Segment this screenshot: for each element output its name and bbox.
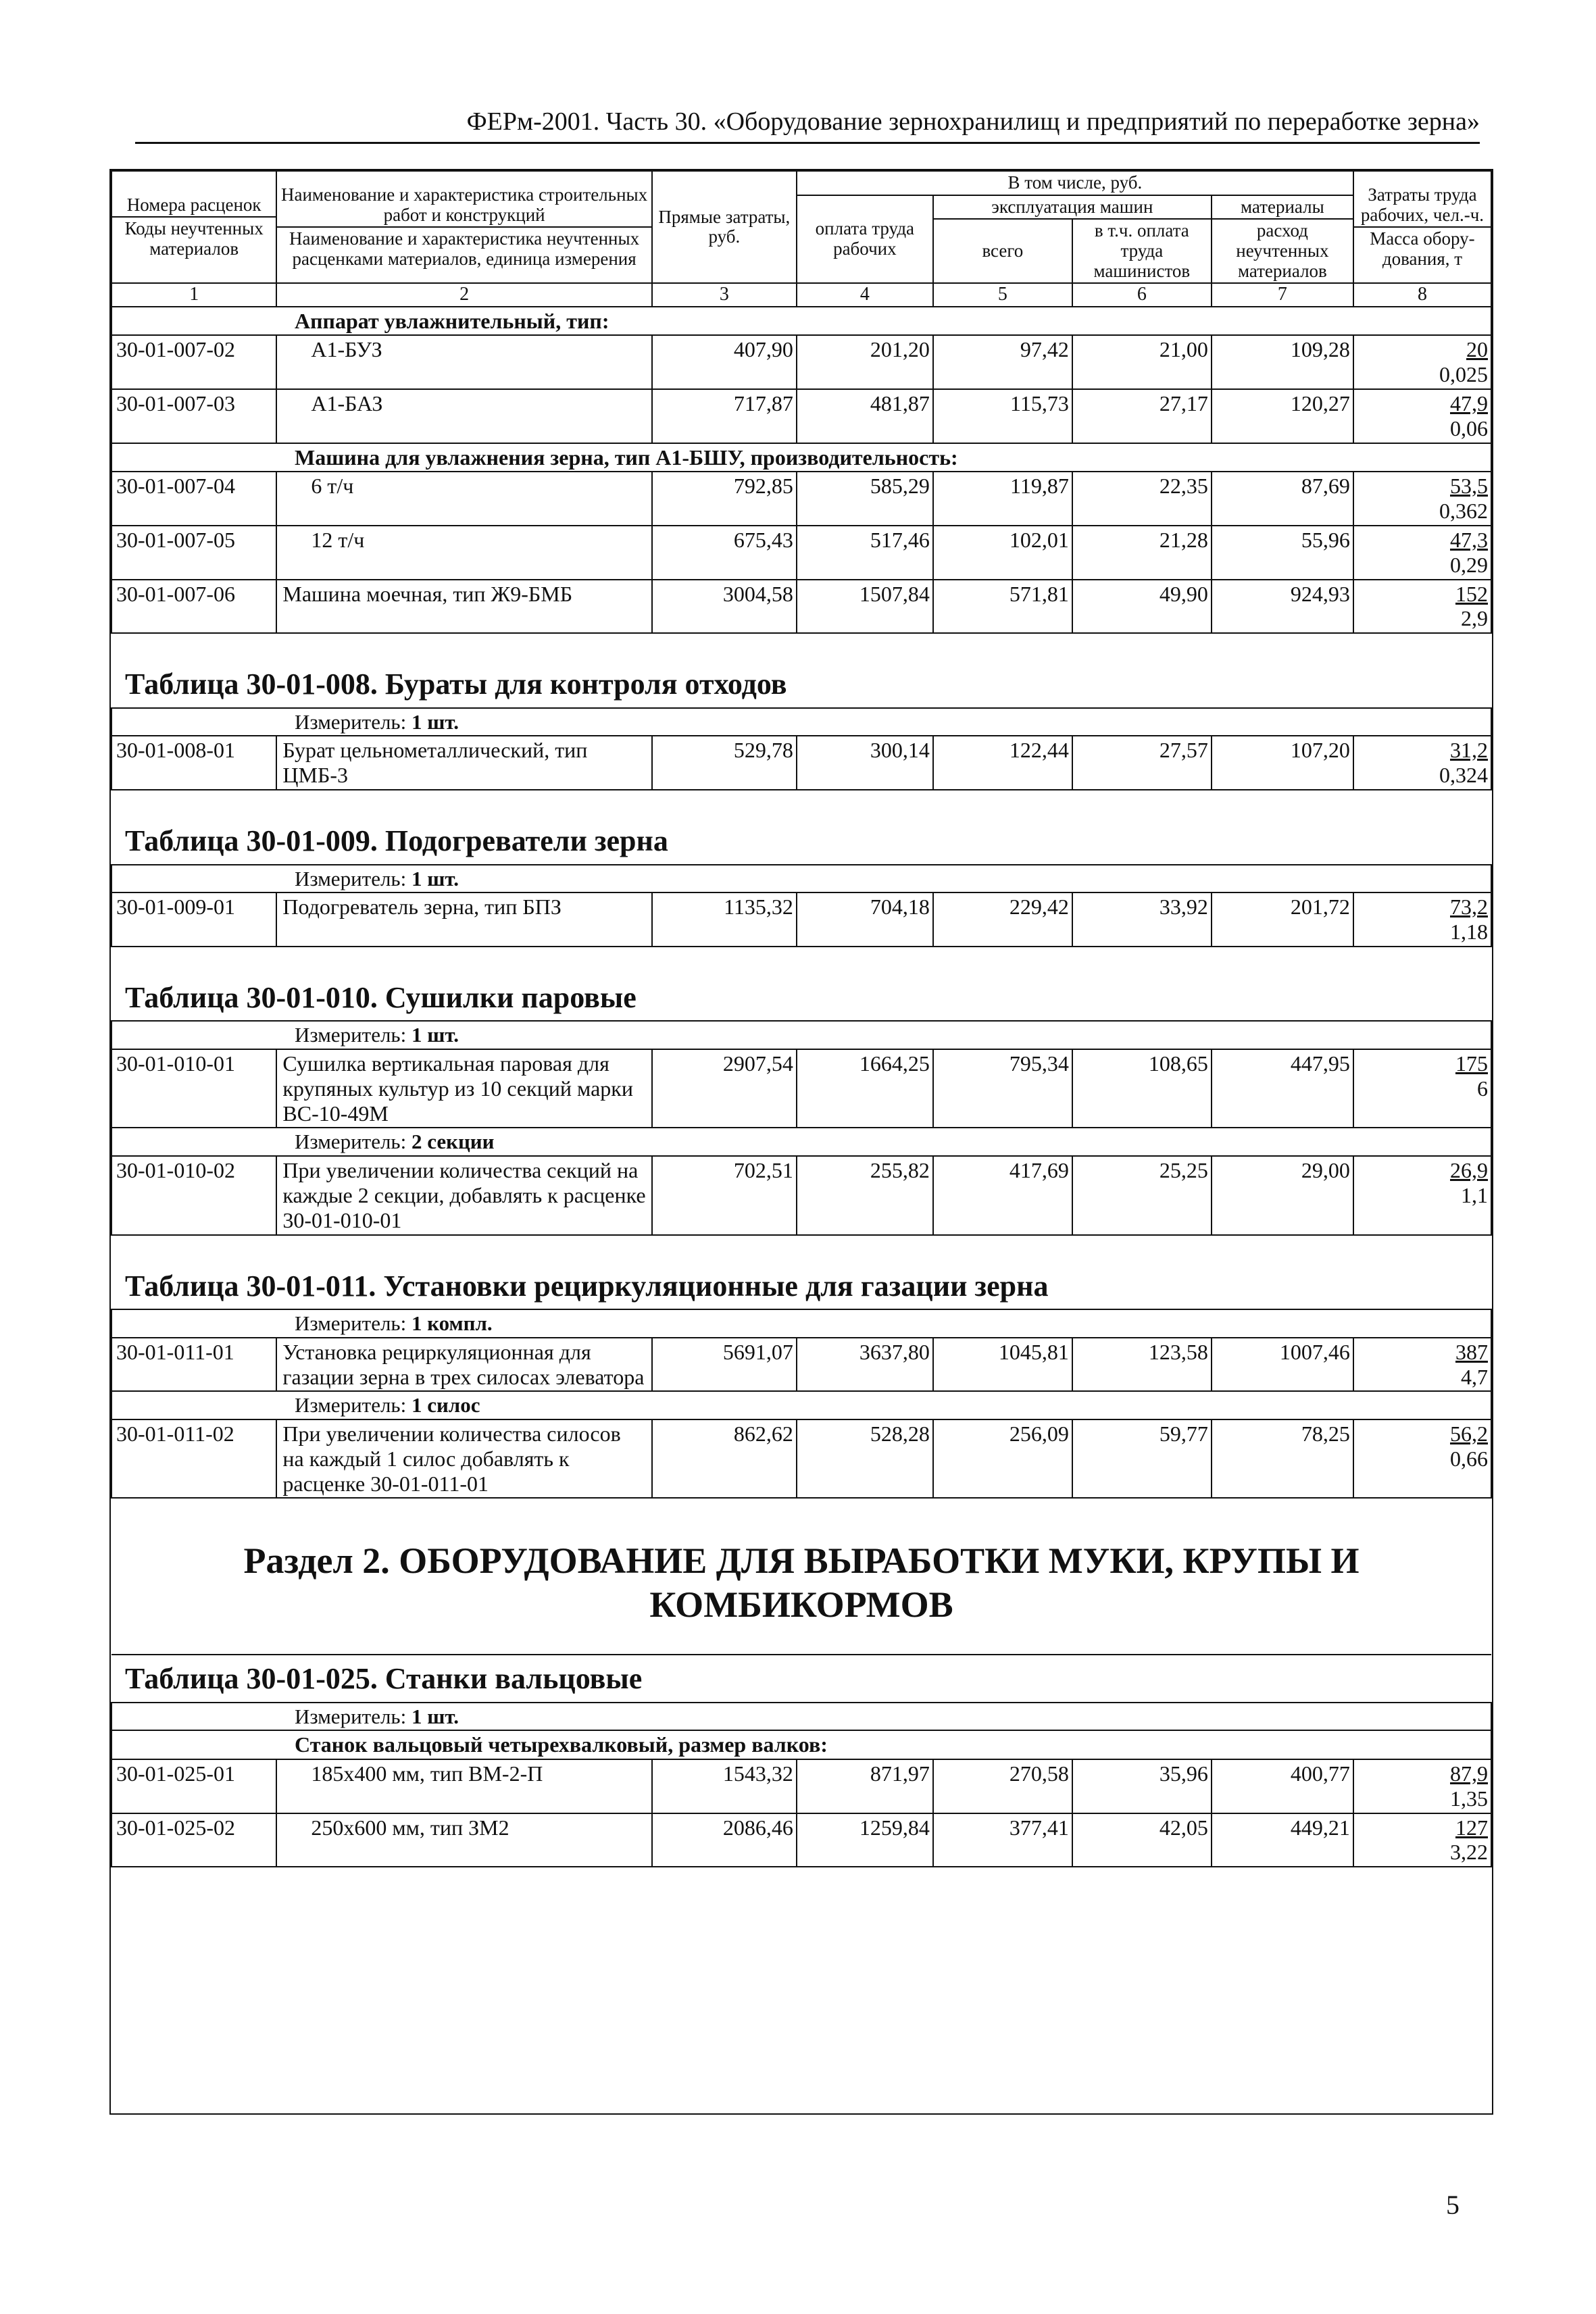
work-name: Подогреватель зерна, тип БПЗ bbox=[276, 892, 651, 947]
machinist-pay: 27,17 bbox=[1072, 389, 1212, 443]
measure-unit: Измеритель: 1 шт. bbox=[111, 1021, 1491, 1049]
rate-code: 30-01-010-01 bbox=[111, 1049, 276, 1128]
machinist-pay: 42,05 bbox=[1072, 1813, 1212, 1867]
column-number: 6 bbox=[1072, 283, 1212, 306]
column-number: 5 bbox=[933, 283, 1072, 306]
page-number: 5 bbox=[1446, 2190, 1460, 2220]
rate-code: 30-01-025-02 bbox=[111, 1813, 276, 1867]
direct-costs: 1543,32 bbox=[652, 1759, 797, 1813]
machinist-pay: 27,57 bbox=[1072, 736, 1212, 790]
direct-costs: 702,51 bbox=[652, 1156, 797, 1234]
labor-and-mass bbox=[1353, 736, 1491, 790]
work-name: Сушилка вертикальная паровая для крупяных культур из 10 секций марки ВС-10-49М bbox=[276, 1049, 651, 1128]
header-material-consumption: расход неучтенных материалов bbox=[1212, 219, 1353, 283]
group-heading-row bbox=[111, 1730, 1491, 1759]
work-name: 185х400 мм, тип ВМ-2-П bbox=[276, 1759, 651, 1813]
machines-total: 571,81 bbox=[933, 580, 1072, 634]
work-name: Установка рециркуляционная для газации зерна в трех силосах элеватора bbox=[276, 1338, 651, 1392]
rate-code: 30-01-011-01 bbox=[111, 1338, 276, 1392]
labor-hours: 127 bbox=[1455, 1815, 1488, 1840]
direct-costs: 717,87 bbox=[652, 389, 797, 443]
worker-pay: 704,18 bbox=[797, 892, 933, 947]
labor-hours: 87,9 bbox=[1450, 1761, 1488, 1786]
machines-total: 115,73 bbox=[933, 389, 1072, 443]
table-title: Таблица 30-01-025. Станки вальцовые bbox=[111, 1655, 1491, 1703]
header-rate-codes: Номера расценок Коды неучтенных материалов bbox=[111, 171, 276, 283]
header-machines-total: всего bbox=[933, 219, 1072, 283]
table-row bbox=[111, 736, 1491, 790]
machinist-pay: 33,92 bbox=[1072, 892, 1212, 947]
measure-unit: Измеритель: 2 секции bbox=[111, 1128, 1491, 1156]
header-work-name: Наименование и характеристика строительных работ и конструкций Наименование и характеристика неучтенных расценками материалов, единица измерения bbox=[276, 171, 651, 283]
rate-code: 30-01-008-01 bbox=[111, 736, 276, 790]
group-heading-row bbox=[111, 443, 1491, 472]
measure-unit: Измеритель: 1 силос bbox=[111, 1391, 1491, 1419]
equipment-mass: 1,18 bbox=[1450, 920, 1488, 945]
labor-and-mass bbox=[1353, 472, 1491, 526]
header-labor-costs: Затраты труда рабочих, чел.-ч. Масса обору-дования, т bbox=[1353, 171, 1491, 283]
measure-unit: Измеритель: 1 шт. bbox=[111, 865, 1491, 893]
work-name: При увеличении количества силосов на каждый 1 силос добавлять к расценке 30-01-011-01 bbox=[276, 1419, 651, 1498]
header-machines: эксплуатация машин bbox=[933, 195, 1212, 220]
rate-code: 30-01-009-01 bbox=[111, 892, 276, 947]
direct-costs: 5691,07 bbox=[652, 1338, 797, 1392]
direct-costs: 675,43 bbox=[652, 526, 797, 580]
machines-total: 119,87 bbox=[933, 472, 1072, 526]
worker-pay: 1259,84 bbox=[797, 1813, 933, 1867]
labor-hours: 47,3 bbox=[1450, 528, 1488, 552]
worker-pay: 481,87 bbox=[797, 389, 933, 443]
section-title: Раздел 2. ОБОРУДОВАНИЕ ДЛЯ ВЫРАБОТКИ МУКИ, КРУПЫ И КОМБИКОРМОВ bbox=[111, 1498, 1491, 1655]
worker-pay: 1507,84 bbox=[797, 580, 933, 634]
labor-hours: 152 bbox=[1455, 581, 1488, 606]
worker-pay: 871,97 bbox=[797, 1759, 933, 1813]
machines-total: 256,09 bbox=[933, 1419, 1072, 1498]
materials-cost: 924,93 bbox=[1212, 580, 1353, 634]
machines-total: 270,58 bbox=[933, 1759, 1072, 1813]
machines-total: 795,34 bbox=[933, 1049, 1072, 1128]
work-name: При увеличении количества секций на каждые 2 секции, добавлять к расценке 30-01-010-01 bbox=[276, 1156, 651, 1234]
table-row bbox=[111, 1759, 1491, 1813]
column-number: 1 bbox=[111, 283, 276, 306]
materials-cost: 109,28 bbox=[1212, 335, 1353, 389]
labor-hours: 47,9 bbox=[1450, 391, 1488, 416]
table-row bbox=[111, 1049, 1491, 1128]
labor-and-mass bbox=[1353, 1813, 1491, 1867]
direct-costs: 529,78 bbox=[652, 736, 797, 790]
measure-row bbox=[111, 1391, 1491, 1419]
column-number: 7 bbox=[1212, 283, 1353, 306]
worker-pay: 585,29 bbox=[797, 472, 933, 526]
table-row bbox=[111, 335, 1491, 389]
labor-and-mass bbox=[1353, 580, 1491, 634]
labor-hours: 20 bbox=[1466, 337, 1488, 362]
labor-and-mass bbox=[1353, 1156, 1491, 1234]
column-number: 4 bbox=[797, 283, 933, 306]
equipment-mass: 0,06 bbox=[1450, 416, 1488, 441]
table-title-row bbox=[111, 790, 1491, 865]
equipment-mass: 6 bbox=[1477, 1076, 1488, 1101]
group-heading: Станок вальцовый четырехвалковый, размер валков: bbox=[111, 1730, 1491, 1759]
section-title-row bbox=[111, 1498, 1491, 1655]
equipment-mass: 0,324 bbox=[1439, 763, 1488, 788]
machines-total: 377,41 bbox=[933, 1813, 1072, 1867]
group-heading-row bbox=[111, 307, 1491, 336]
work-name: Бурат цельнометаллический, тип ЦМБ-3 bbox=[276, 736, 651, 790]
measure-unit: Измеритель: 1 компл. bbox=[111, 1309, 1491, 1338]
rate-code: 30-01-007-02 bbox=[111, 335, 276, 389]
table-row bbox=[111, 892, 1491, 947]
table-title: Таблица 30-01-011. Установки рециркуляционные для газации зерна bbox=[111, 1235, 1491, 1310]
rate-code: 30-01-007-03 bbox=[111, 389, 276, 443]
measure-row bbox=[111, 708, 1491, 736]
measure-row bbox=[111, 1703, 1491, 1731]
table-row bbox=[111, 472, 1491, 526]
table-title: Таблица 30-01-008. Бураты для контроля отходов bbox=[111, 633, 1491, 708]
header-worker-pay: оплата труда рабочих bbox=[797, 195, 933, 284]
machines-total: 122,44 bbox=[933, 736, 1072, 790]
work-name: 12 т/ч bbox=[276, 526, 651, 580]
materials-cost: 1007,46 bbox=[1212, 1338, 1353, 1392]
equipment-mass: 0,362 bbox=[1439, 499, 1488, 524]
table-row bbox=[111, 1813, 1491, 1867]
rate-code: 30-01-007-05 bbox=[111, 526, 276, 580]
direct-costs: 2907,54 bbox=[652, 1049, 797, 1128]
equipment-mass: 3,22 bbox=[1450, 1840, 1488, 1865]
work-name: 250х600 мм, тип ЗМ2 bbox=[276, 1813, 651, 1867]
header-materials: материалы bbox=[1212, 195, 1353, 220]
materials-cost: 449,21 bbox=[1212, 1813, 1353, 1867]
machines-total: 1045,81 bbox=[933, 1338, 1072, 1392]
work-name: А1-БУЗ bbox=[276, 335, 651, 389]
labor-hours: 73,2 bbox=[1450, 895, 1488, 920]
labor-and-mass bbox=[1353, 892, 1491, 947]
table-row bbox=[111, 1338, 1491, 1392]
equipment-mass: 1,35 bbox=[1450, 1786, 1488, 1811]
worker-pay: 201,20 bbox=[797, 335, 933, 389]
column-number: 3 bbox=[652, 283, 797, 306]
table-row bbox=[111, 526, 1491, 580]
worker-pay: 1664,25 bbox=[797, 1049, 933, 1128]
measure-row bbox=[111, 1128, 1491, 1156]
equipment-mass: 4,7 bbox=[1461, 1364, 1488, 1389]
materials-cost: 55,96 bbox=[1212, 526, 1353, 580]
labor-hours: 175 bbox=[1455, 1051, 1488, 1076]
header-direct-costs: Прямые затраты, руб. bbox=[652, 171, 797, 283]
rates-document bbox=[109, 169, 1493, 2115]
measure-row bbox=[111, 1309, 1491, 1338]
column-number: 2 bbox=[276, 283, 651, 306]
materials-cost: 201,72 bbox=[1212, 892, 1353, 947]
materials-cost: 87,69 bbox=[1212, 472, 1353, 526]
direct-costs: 2086,46 bbox=[652, 1813, 797, 1867]
equipment-mass: 0,025 bbox=[1439, 362, 1488, 387]
labor-hours: 26,9 bbox=[1450, 1158, 1488, 1183]
machines-total: 97,42 bbox=[933, 335, 1072, 389]
worker-pay: 528,28 bbox=[797, 1419, 933, 1498]
equipment-mass: 1,1 bbox=[1461, 1182, 1488, 1207]
labor-and-mass bbox=[1353, 526, 1491, 580]
measure-unit: Измеритель: 1 шт. bbox=[111, 708, 1491, 736]
table-title-row bbox=[111, 633, 1491, 708]
rate-code: 30-01-007-04 bbox=[111, 472, 276, 526]
machines-total: 417,69 bbox=[933, 1156, 1072, 1234]
labor-hours: 53,5 bbox=[1450, 474, 1488, 499]
labor-hours: 387 bbox=[1455, 1339, 1488, 1364]
materials-cost: 447,95 bbox=[1212, 1049, 1353, 1128]
labor-and-mass bbox=[1353, 389, 1491, 443]
direct-costs: 862,62 bbox=[652, 1419, 797, 1498]
page-header: ФЕРм-2001. Часть 30. «Оборудование зернохранилищ и предприятий по переработке зерна» bbox=[135, 107, 1480, 144]
group-heading: Машина для увлажнения зерна, тип А1-БШУ, производительность: bbox=[111, 443, 1491, 472]
header-machinist-pay: в т.ч. оплата труда машинистов bbox=[1072, 219, 1212, 283]
rate-code: 30-01-011-02 bbox=[111, 1419, 276, 1498]
machinist-pay: 21,28 bbox=[1072, 526, 1212, 580]
work-name: Машина моечная, тип Ж9-БМБ bbox=[276, 580, 651, 634]
measure-unit: Измеритель: 1 шт. bbox=[111, 1703, 1491, 1731]
table-row bbox=[111, 389, 1491, 443]
worker-pay: 255,82 bbox=[797, 1156, 933, 1234]
labor-and-mass bbox=[1353, 1759, 1491, 1813]
table-title: Таблица 30-01-009. Подогреватели зерна bbox=[111, 790, 1491, 865]
rates-table bbox=[111, 170, 1492, 1867]
machines-total: 229,42 bbox=[933, 892, 1072, 947]
materials-cost: 78,25 bbox=[1212, 1419, 1353, 1498]
table-title-row bbox=[111, 947, 1491, 1022]
rate-code: 30-01-007-06 bbox=[111, 580, 276, 634]
worker-pay: 3637,80 bbox=[797, 1338, 933, 1392]
measure-row bbox=[111, 1021, 1491, 1049]
worker-pay: 300,14 bbox=[797, 736, 933, 790]
table-title-row bbox=[111, 1655, 1491, 1703]
materials-cost: 107,20 bbox=[1212, 736, 1353, 790]
work-name: А1-БАЗ bbox=[276, 389, 651, 443]
group-heading: Аппарат увлажнительный, тип: bbox=[111, 307, 1491, 336]
table-title: Таблица 30-01-010. Сушилки паровые bbox=[111, 947, 1491, 1022]
header-including: В том числе, руб. bbox=[797, 171, 1353, 195]
direct-costs: 1135,32 bbox=[652, 892, 797, 947]
equipment-mass: 0,66 bbox=[1450, 1446, 1488, 1471]
table-title-row bbox=[111, 1235, 1491, 1310]
work-name: 6 т/ч bbox=[276, 472, 651, 526]
column-number: 8 bbox=[1353, 283, 1491, 306]
table-row bbox=[111, 1156, 1491, 1234]
table-row bbox=[111, 580, 1491, 634]
direct-costs: 3004,58 bbox=[652, 580, 797, 634]
machinist-pay: 49,90 bbox=[1072, 580, 1212, 634]
equipment-mass: 2,9 bbox=[1461, 606, 1488, 631]
machinist-pay: 35,96 bbox=[1072, 1759, 1212, 1813]
machinist-pay: 25,25 bbox=[1072, 1156, 1212, 1234]
materials-cost: 400,77 bbox=[1212, 1759, 1353, 1813]
direct-costs: 407,90 bbox=[652, 335, 797, 389]
labor-and-mass bbox=[1353, 1338, 1491, 1392]
labor-hours: 31,2 bbox=[1450, 738, 1488, 763]
equipment-mass: 0,29 bbox=[1450, 552, 1488, 577]
table-header-row bbox=[111, 171, 1491, 195]
machinist-pay: 21,00 bbox=[1072, 335, 1212, 389]
rate-code: 30-01-010-02 bbox=[111, 1156, 276, 1234]
worker-pay: 517,46 bbox=[797, 526, 933, 580]
direct-costs: 792,85 bbox=[652, 472, 797, 526]
column-numbers-row bbox=[111, 283, 1491, 306]
machinist-pay: 22,35 bbox=[1072, 472, 1212, 526]
machinist-pay: 59,77 bbox=[1072, 1419, 1212, 1498]
machinist-pay: 108,65 bbox=[1072, 1049, 1212, 1128]
labor-and-mass bbox=[1353, 335, 1491, 389]
labor-hours: 56,2 bbox=[1450, 1421, 1488, 1446]
table-row bbox=[111, 1419, 1491, 1498]
materials-cost: 29,00 bbox=[1212, 1156, 1353, 1234]
machines-total: 102,01 bbox=[933, 526, 1072, 580]
measure-row bbox=[111, 865, 1491, 893]
materials-cost: 120,27 bbox=[1212, 389, 1353, 443]
rate-code: 30-01-025-01 bbox=[111, 1759, 276, 1813]
labor-and-mass bbox=[1353, 1419, 1491, 1498]
labor-and-mass bbox=[1353, 1049, 1491, 1128]
machinist-pay: 123,58 bbox=[1072, 1338, 1212, 1392]
